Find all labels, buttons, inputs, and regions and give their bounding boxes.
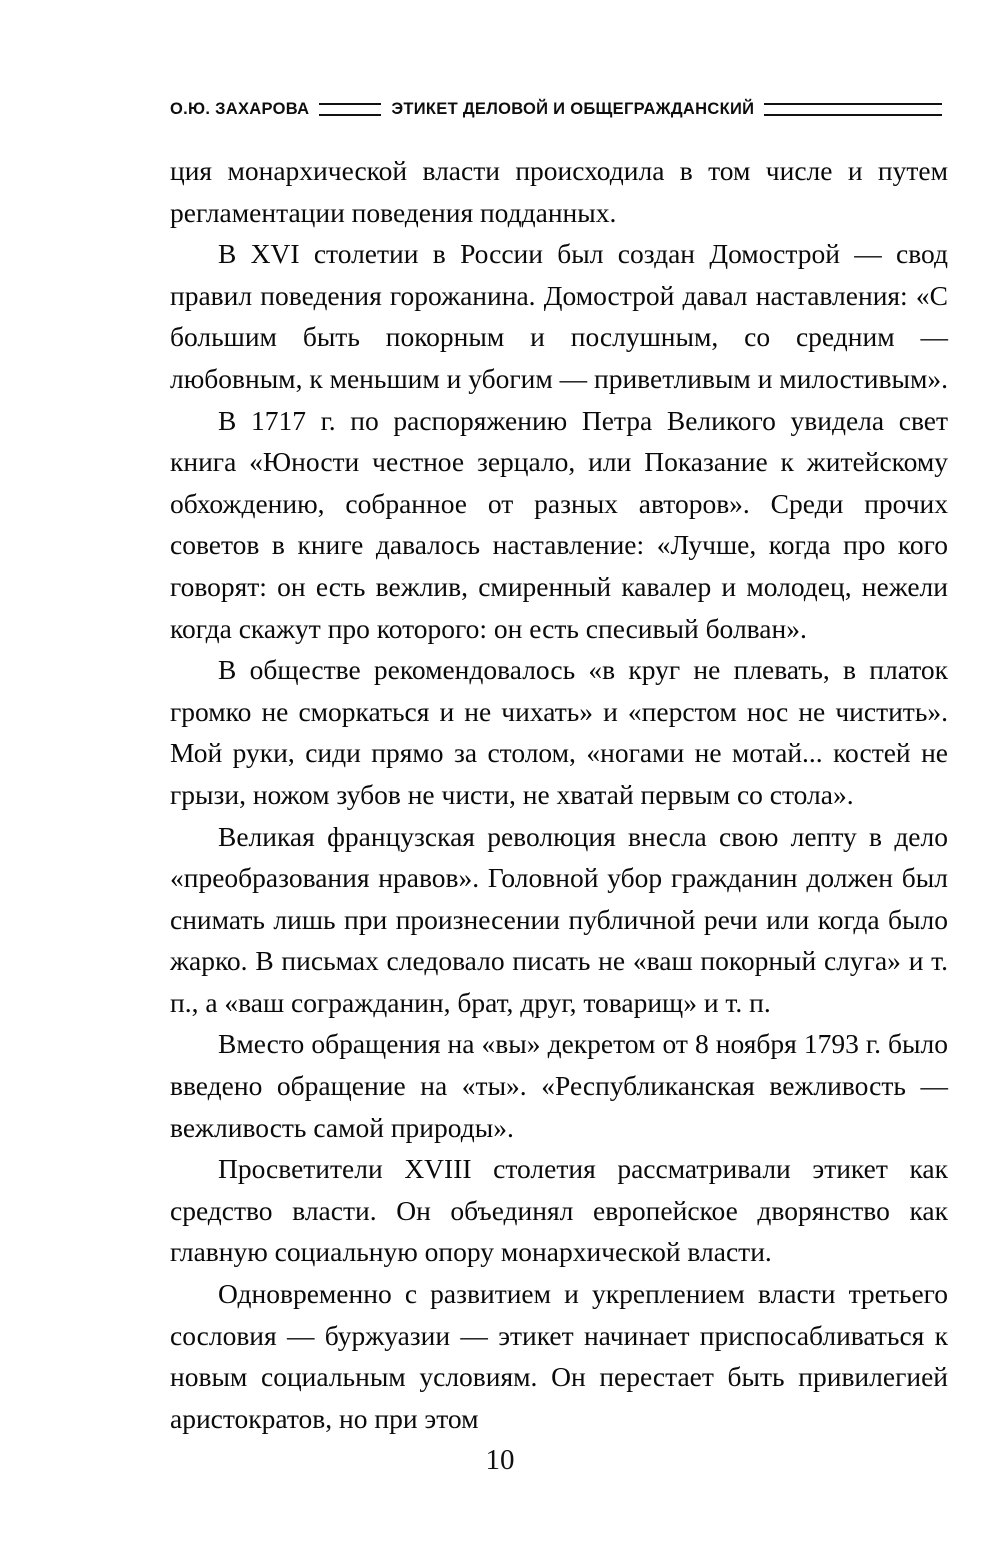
paragraph: В 1717 г. по распоряжению Петра Великого увидела свет книга «Юности честное зерцало, или Показание к житейскому обхождению, собранное от разных авторов». Среди прочих советов в книге давалось наставление: «Лучше, когда про кого говорят: он есть вежлив, смиренный кавалер и молодец, нежели когда скажут про которого: он есть спесивый болван». [170, 404, 948, 644]
paragraph: Великая французская революция внесла свою лепту в дело «преобразования нравов». Головной убор гражданин должен был снимать лишь при произнесении публичной речи или когда было жарко. В письмах следовало писать не «ваш покорный слуга» и т. п., а «ваш согражданин, брат, друг, товарищ» и т. п. [170, 820, 948, 1018]
paragraph: ция монархической власти происходила в том числе и путем регламентации поведения подданных. [170, 155, 948, 228]
running-head-rule-right [764, 103, 942, 116]
paragraph: Одновременно с развитием и укреплением власти третьего сословия — буржуазии — этикет начинает приспосабливаться к новым социальным условиям. Он перестает быть привилегией аристократов, но при этом [170, 1278, 948, 1434]
running-head-title: ЭТИКЕТ ДЕЛОВОЙ И ОБЩЕГРАЖДАНСКИЙ [391, 99, 755, 118]
paragraph: В XVI столетии в России был создан Домострой — свод правил поведения горожанина. Домострой давал наставления: «С большим быть покорным и послушным, со средним — любовным, к меньшим и убогим — приветливым и милостивым». [170, 238, 949, 394]
running-head-author: О.Ю. ЗАХАРОВА [170, 99, 310, 118]
paragraph: В обществе рекомендовалось «в круг не плевать, в платок громко не сморкаться и не чихать» и «перстом нос не чистить». Мой руки, сиди прямо за столом, «ногами не мотай... костей не грызи, ножом зубов не чисти, не хватай первым со стола». [170, 654, 948, 810]
page-number: 10 [485, 1444, 515, 1476]
running-head [170, 92, 942, 126]
paragraph: Вместо обращения на «вы» декретом от 8 ноября 1793 г. было введено обращение на «ты». «Республиканская вежливость — вежливость самой природы». [170, 1028, 948, 1143]
paragraph: Просветители XVIII столетия рассматривали этикет как средство власти. Он объединял европейское дворянство как главную социальную опору монархической власти. [170, 1153, 948, 1268]
body-text [170, 150, 948, 1439]
running-head-rule-left [319, 103, 381, 116]
